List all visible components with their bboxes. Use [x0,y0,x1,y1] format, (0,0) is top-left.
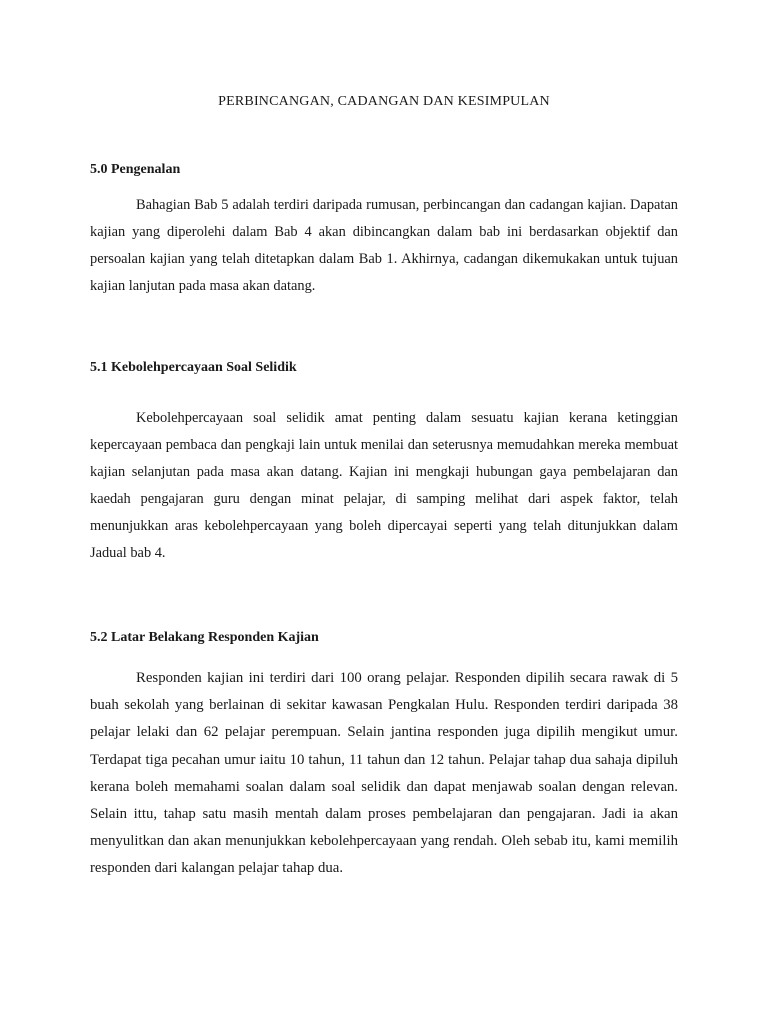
section-heading-pengenalan: 5.0 Pengenalan [90,162,181,177]
section-heading-kebolehpercayaan: 5.1 Kebolehpercayaan Soal Selidik [90,360,297,375]
section-paragraph-latar-belakang: Responden kajian ini terdiri dari 100 orang pelajar. Responden dipilih secara rawak di 5 buah sekolah yang berlainan di sekitar kawasan Pengkalan Hulu. Responden terdiri daripada 38 pelajar lelaki dan 62 pelajar perempuan. Selain jantina responden juga dipilih mengikut umur. Terdapat tiga pecahan umur iaitu 10 tahun, 11 tahun dan 12 tahun. Pelajar tahap dua sahaja dipiluh kerana boleh memahami soalan dalam soal selidik dan dapat menjawab soalan dengan relevan. Selain ittu, tahap satu masih mentah dalam proses pembelajaran dan pengajaran. Jadi ia akan menyulitkan dan akan menunjukkan kebolehpercayaan yang rendah. Oleh sebab itu, kami memilih responden dari kalangan pelajar tahap dua. [90,670,678,877]
document-title: PERBINCANGAN, CADANGAN DAN KESIMPULAN [218,94,550,109]
section-paragraph-pengenalan: Bahagian Bab 5 adalah terdiri daripada rumusan, perbincangan dan cadangan kajian. Dapatan kajian yang diperolehi dalam Bab 4 akan dibincangkan dalam bab ini berdasarkan objektif dan persoalan kajian yang telah ditetapkan dalam Bab 1. Akhirnya, cadangan dikemukakan untuk tujuan kajian lanjutan pada masa akan datang. [90,197,678,294]
section-heading-latar-belakang: 5.2 Latar Belakang Responden Kajian [90,630,319,645]
section-paragraph-kebolehpercayaan: Kebolehpercayaan soal selidik amat penting dalam sesuatu kajian kerana ketinggian kepercayaan pembaca dan pengkaji lain untuk menilai dan seterusnya memudahkan mereka membuat kajian selanjutan pada masa akan datang. Kajian ini mengkaji hubungan gaya pembelajaran dan kaedah pengajaran guru dengan minat pelajar, di samping melihat dari aspek faktor, telah menunjukkan aras kebolehpercayaan yang boleh dipercayai seperti yang telah ditunjukkan dalam Jadual bab 4. [90,410,678,561]
